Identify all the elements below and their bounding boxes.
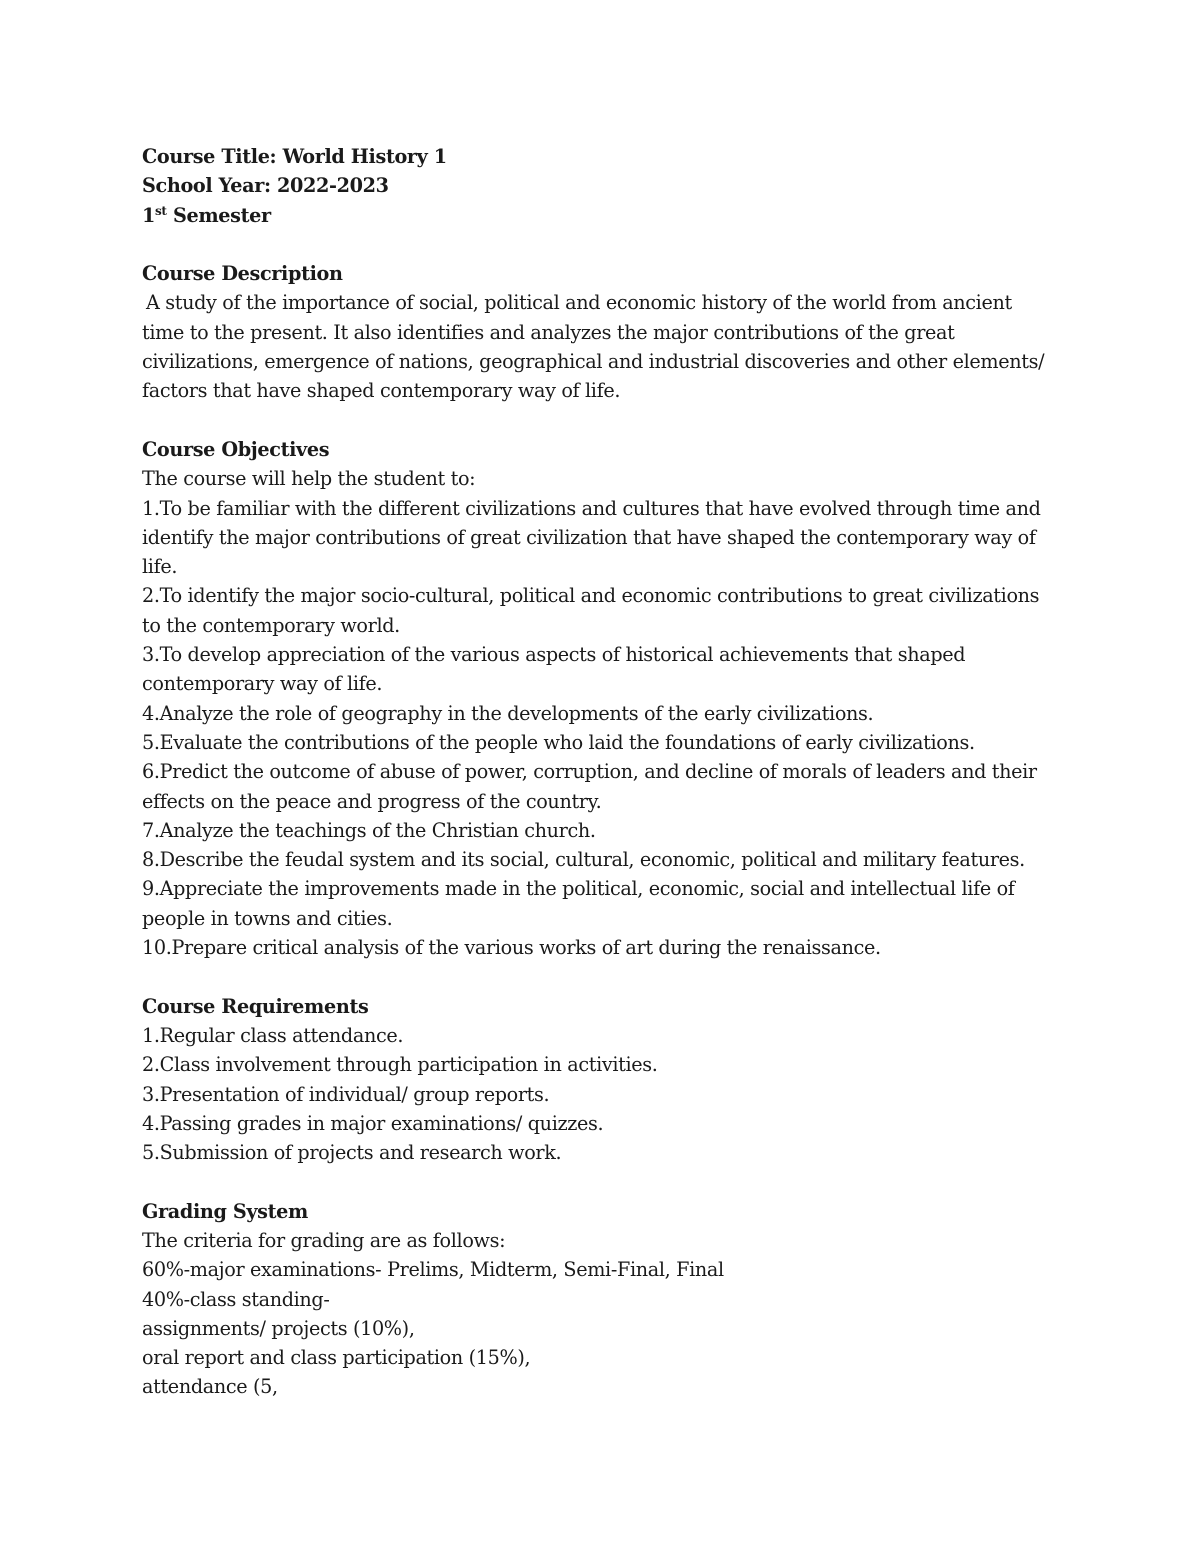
grading-line: attendance (5,: [142, 1375, 278, 1399]
grading-line: oral report and class participation (15%),: [142, 1346, 531, 1370]
objective-line: 6.Predict the outcome of abuse of power, corruption, and decline of morals of leaders and their: [142, 760, 1037, 784]
objectives-intro: The course will help the student to:: [142, 467, 476, 491]
objective-line: 3.To develop appreciation of the various aspects of historical achievements that shaped: [142, 643, 966, 667]
objective-line: 2.To identify the major socio-cultural, political and economic contributions to great civilizations: [142, 584, 1040, 608]
objective-line: 8.Describe the feudal system and its social, cultural, economic, political and military features.: [142, 848, 1025, 872]
description-line: civilizations, emergence of nations, geographical and industrial discoveries and other elements/: [142, 350, 1045, 374]
objective-line: 4.Analyze the role of geography in the developments of the early civilizations.: [142, 701, 874, 725]
objective-line: 7.Analyze the teachings of the Christian church.: [142, 818, 596, 842]
semester-label: Semester: [166, 203, 271, 227]
requirement-line: 5.Submission of projects and research work.: [142, 1141, 562, 1165]
grading-intro: The criteria for grading are as follows:: [142, 1228, 506, 1252]
objective-line: people in towns and cities.: [142, 906, 393, 930]
objectives-heading: Course Objectives: [142, 437, 330, 461]
semester-number: 1: [142, 203, 156, 227]
description-heading: Course Description: [142, 262, 343, 286]
course-title: Course Title: World History 1: [142, 145, 447, 168]
objective-line: contemporary way of life.: [142, 672, 383, 696]
requirement-line: 1.Regular class attendance.: [142, 1023, 404, 1047]
document-content: [142, 142, 1062, 1402]
objective-line: 1.To be familiar with the different civilizations and cultures that have evolved through time and: [142, 496, 1041, 520]
objective-line: 10.Prepare critical analysis of the various works of art during the renaissance.: [142, 936, 881, 960]
spacer: [142, 406, 1062, 435]
grading-heading: Grading System: [142, 1199, 308, 1223]
requirement-line: 2.Class involvement through participation in activities.: [142, 1053, 658, 1077]
school-year: School Year: 2022-2023: [142, 174, 389, 198]
description-line: time to the present. It also identifies and analyzes the major contributions of the great: [142, 320, 955, 344]
objective-line: to the contemporary world.: [142, 613, 400, 637]
requirements-heading: Course Requirements: [142, 994, 369, 1018]
description-line: factors that have shaped contemporary way of life.: [142, 379, 621, 403]
objective-line: life.: [142, 555, 178, 579]
requirement-line: 3.Presentation of individual/ group reports.: [142, 1082, 550, 1106]
semester: [142, 201, 1062, 230]
grading-line: 60%-major examinations- Prelims, Midterm, Semi-Final, Final: [142, 1258, 724, 1282]
description-line: A study of the importance of social, political and economic history of the world from ancient: [146, 291, 1012, 315]
objective-line: 9.Appreciate the improvements made in the political, economic, social and intellectual life of: [142, 877, 1015, 901]
objective-line: effects on the peace and progress of the country.: [142, 789, 602, 813]
requirement-line: 4.Passing grades in major examinations/ quizzes.: [142, 1111, 604, 1135]
objective-line: identify the major contributions of great civilization that have shaped the contemporary way of: [142, 525, 1036, 549]
grading-line: assignments/ projects (10%),: [142, 1316, 415, 1340]
objective-line: 5.Evaluate the contributions of the people who laid the foundations of early civilizations.: [142, 730, 975, 754]
spacer: [142, 230, 1062, 259]
spacer: [142, 1167, 1062, 1196]
grading-line: 40%-class standing-: [142, 1287, 330, 1311]
semester-suffix: st: [155, 203, 167, 218]
spacer: [142, 962, 1062, 991]
